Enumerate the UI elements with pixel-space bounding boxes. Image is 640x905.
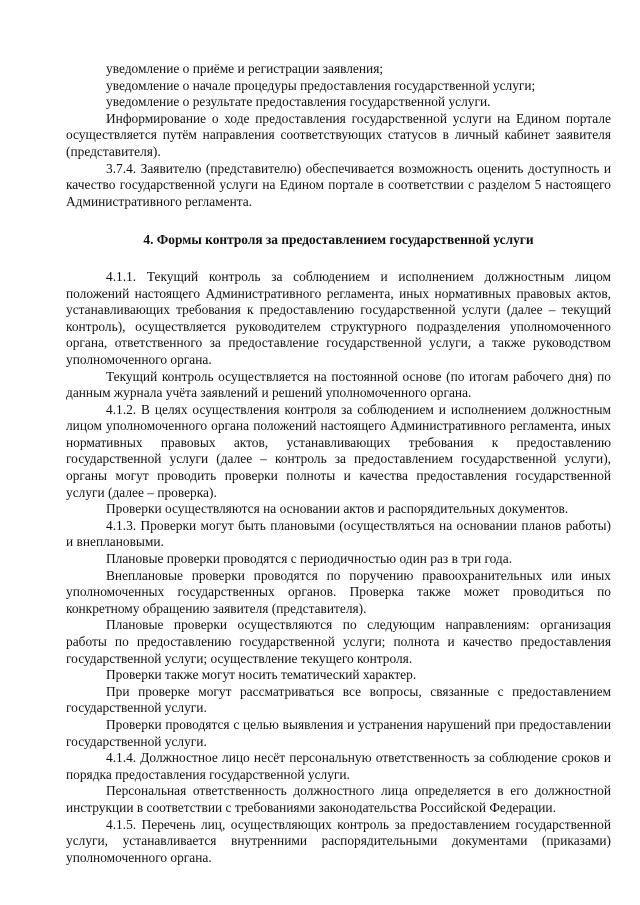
paragraph: Текущий контроль осуществляется на постоянной основе (по итогам рабочего дня) по данным журнала учёта заявлений и решений уполномоченного органа. (66, 368, 611, 401)
notice-item-1: уведомление о приёме и регистрации заявления; (106, 61, 384, 76)
paragraph: Персональная ответственность должностного лица определяется в его должностной инструкции в соответствии с требованиями законодательства Российской Федерации. (66, 783, 611, 815)
paragraph-4-1-5: 4.1.5. Перечень лиц, осуществляющих контроль за предоставлением государственной услуги, устанавливается внутренними распорядительными документами (приказами) уполномоченного органа. (66, 816, 611, 865)
paragraph: Внеплановые проверки проводятся по поручению правоохранительных или иных уполномоченных государственных органов. Проверка также может проводиться по конкретному обращению заявителя (представителя). (66, 567, 611, 616)
notice-item-2: уведомление о начале процедуры предоставления государственной услуги; (106, 77, 536, 93)
paragraph-4-1-2: 4.1.2. В целях осуществления контроля за соблюдением и исполнением должностным лицом уполномоченного органа положений настоящего Административного регламента, иных нормативных правовых актов, устанавливающих требования к предоставлению государственной услуги (далее – контроль за предоставлением государственной услуги), органы могут проводить проверки полноты и качества предоставления государственной услуги (далее – проверка). (66, 401, 611, 500)
paragraph: Плановые проверки осуществляются по следующим направлениям: организация работы по предоставлению государственной услуги; полнота и качество предоставления государственной услуги; осуществление текущего контроля. (66, 617, 611, 666)
paragraph: При проверке могут рассматриваться все вопросы, связанные с предоставлением государственной услуги. (66, 683, 611, 716)
paragraph: Проверки также могут носить тематический характер. (106, 667, 417, 683)
paragraph-4-1-1: 4.1.1. Текущий контроль за соблюдением и исполнением должностным лицом положений настоящего Административного регламента, иных нормативных правовых актов, устанавливающих требования к предоставлению государственной услуги (далее – текущий контроль), осуществляется руководителем структурного подразделения уполномоченного органа, ответственного за предоставление государственной услуги, а также руководством уполномоченного органа. (66, 268, 611, 367)
document-page (66, 61, 611, 866)
paragraph: Проверки проводятся с целью выявления и устранения нарушений при предоставлении государственной услуги. (66, 716, 611, 749)
paragraph: Проверки осуществляются на основании актов и распорядительных документов. (106, 501, 569, 517)
paragraph-4-1-4: 4.1.4. Должностное лицо несёт персональную ответственность за соблюдение сроков и порядка предоставления государственной услуги. (66, 750, 611, 782)
paragraph-3-7-4: 3.7.4. Заявителю (представителю) обеспечивается возможность оценить доступность и качество государственной услуги на Едином портале в соответствии с разделом 5 настоящего Административного регламента. (66, 160, 611, 209)
paragraph-informing: Информирование о ходе предоставления государственной услуги на Едином портале осуществляется путём направления соответствующих статусов в личный кабинет заявителя (представителя). (66, 110, 611, 159)
section-heading: 4. Формы контроля за предоставлением государственной услуги (143, 232, 534, 248)
notice-item-3: уведомление о результате предоставления государственной услуги. (106, 94, 491, 110)
paragraph: Плановые проверки проводятся с периодичностью один раз в три года. (106, 551, 513, 567)
paragraph-4-1-3: 4.1.3. Проверки могут быть плановыми (осуществляться на основании планов работы) и внеплановыми. (66, 517, 611, 550)
